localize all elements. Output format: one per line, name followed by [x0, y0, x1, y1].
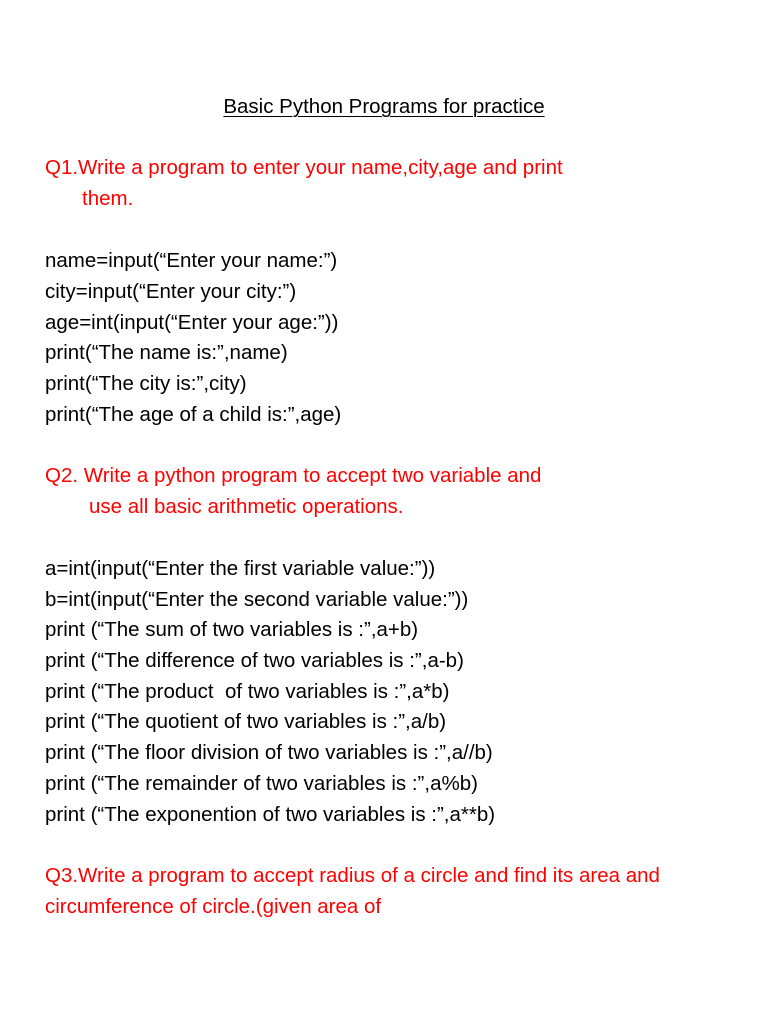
code-line: age=int(input(“Enter your age:”)) [45, 311, 339, 334]
code-line: print (“The quotient of two variables is :”,a/b) [45, 710, 447, 733]
question-1-text: Q1.Write a program to enter your name,city,age and print [45, 156, 563, 179]
question-2-text-cont: use all basic arithmetic operations. [89, 495, 404, 518]
question-3-text-cont: circumference of circle.(given area of [45, 895, 382, 918]
page-title: Basic Python Programs for practice [223, 95, 545, 118]
code-line: city=input(“Enter your city:”) [45, 280, 297, 303]
code-line: print (“The product of two variables is :”,a*b) [45, 680, 450, 703]
code-line: name=input(“Enter your name:”) [45, 249, 338, 272]
code-line: print (“The sum of two variables is :”,a+b) [45, 618, 419, 641]
code-line: a=int(input(“Enter the first variable value:”)) [45, 557, 436, 580]
code-line: print(“The name is:”,name) [45, 341, 288, 364]
code-line: print (“The exponention of two variables is :”,a**b) [45, 803, 496, 826]
code-line: b=int(input(“Enter the second variable value:”)) [45, 588, 469, 611]
code-line: print(“The age of a child is:”,age) [45, 403, 342, 426]
code-line: print (“The remainder of two variables is :”,a%b) [45, 772, 478, 795]
code-line: print (“The difference of two variables is :”,a-b) [45, 649, 464, 672]
question-1-text-cont: them. [82, 187, 134, 210]
question-2-text: Q2. Write a python program to accept two variable and [45, 464, 542, 487]
question-3-text: Q3.Write a program to accept radius of a circle and find its area and [45, 864, 660, 887]
code-line: print(“The city is:”,city) [45, 372, 247, 395]
code-line: print (“The floor division of two variables is :”,a//b) [45, 741, 493, 764]
